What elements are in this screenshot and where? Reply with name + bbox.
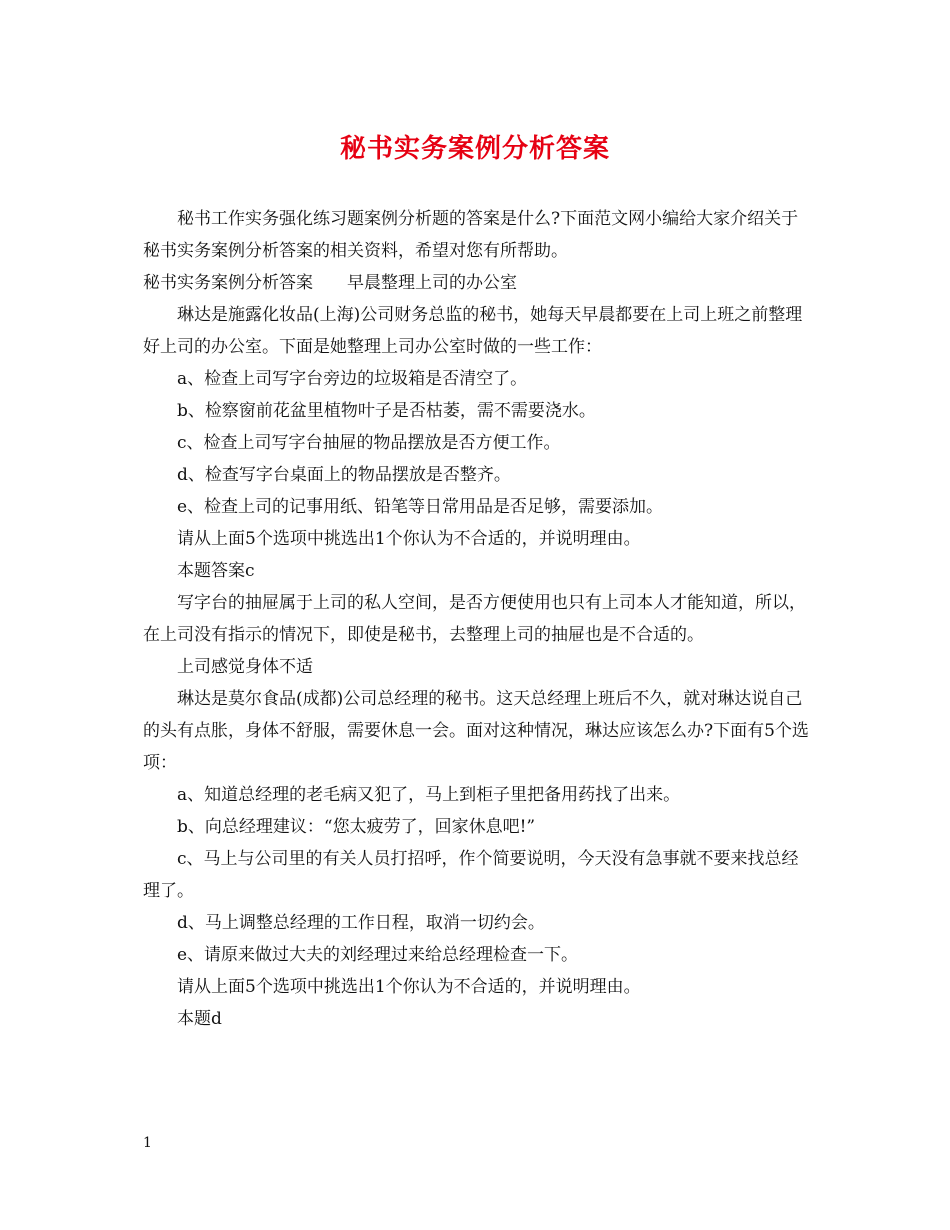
- document-title: 秘书实务案例分析答案: [339, 134, 610, 164]
- question-case-1: 请从上面5个选项中挑选出1个你认为不合适的，并说明理由。: [177, 529, 641, 549]
- paragraph-case-2: 琳达是莫尔食品(成都)公司总经理的秘书。这天总经理上班后不久，就对琳达说自己的头有点胀，身体不舒服，需要休息一会。面对这种情况，琳达应该怎么办?下面有5个选项：: [143, 689, 809, 773]
- answer-case-1: 本题答案c: [177, 561, 255, 581]
- option-d-case-2: d、马上调整总经理的工作日程，取消一切约会。: [177, 913, 545, 933]
- question-case-2: 请从上面5个选项中挑选出1个你认为不合适的，并说明理由。: [177, 977, 641, 997]
- option-b-case-1: b、检察窗前花盆里植物叶子是否枯萎，需不需要浇水。: [177, 401, 596, 421]
- page-number: 1: [143, 1135, 152, 1151]
- option-b-case-2: b、向总经理建议：“您太疲劳了，回家休息吧!”: [177, 817, 536, 837]
- option-e-case-2: e、请原来做过大夫的刘经理过来给总经理检查一下。: [177, 945, 579, 965]
- answer-case-2: 本题d: [177, 1009, 222, 1029]
- option-c-case-2: c、马上与公司里的有关人员打招呼，作个简要说明，今天没有急事就不要来找总经理了。: [143, 849, 799, 901]
- option-a-case-2: a、知道总经理的老毛病又犯了，马上到柜子里把备用药找了出来。: [177, 785, 681, 805]
- option-a-case-1: a、检查上司写字台旁边的垃圾箱是否清空了。: [177, 369, 528, 389]
- option-e-case-1: e、检查上司的记事用纸、铅笔等日常用品是否足够，需要添加。: [177, 497, 664, 517]
- subheading-case-2: 上司感觉身体不适: [177, 657, 313, 677]
- option-d-case-1: d、检查写字台桌面上的物品摆放是否整齐。: [177, 465, 511, 485]
- option-c-case-1: c、检查上司写字台抽屉的物品摆放是否方便工作。: [177, 433, 561, 453]
- explanation-case-1: 写字台的抽屉属于上司的私人空间，是否方便使用也只有上司本人才能知道，所以，在上司没有指示的情况下，即使是秘书，去整理上司的抽屉也是不合适的。: [143, 593, 806, 645]
- document-body: [143, 203, 813, 1035]
- paragraph-case-1: 琳达是施露化妆品(上海)公司财务总监的秘书，她每天早晨都要在上司上班之前整理好上司的办公室。下面是她整理上司办公室时做的一些工作：: [143, 305, 803, 357]
- section-heading: 秘书实务案例分析答案 早晨整理上司的办公室: [143, 273, 517, 293]
- paragraph-intro: 秘书工作实务强化练习题案例分析题的答案是什么?下面范文网小编给大家介绍关于秘书实务案例分析答案的相关资料，希望对您有所帮助。: [143, 209, 799, 261]
